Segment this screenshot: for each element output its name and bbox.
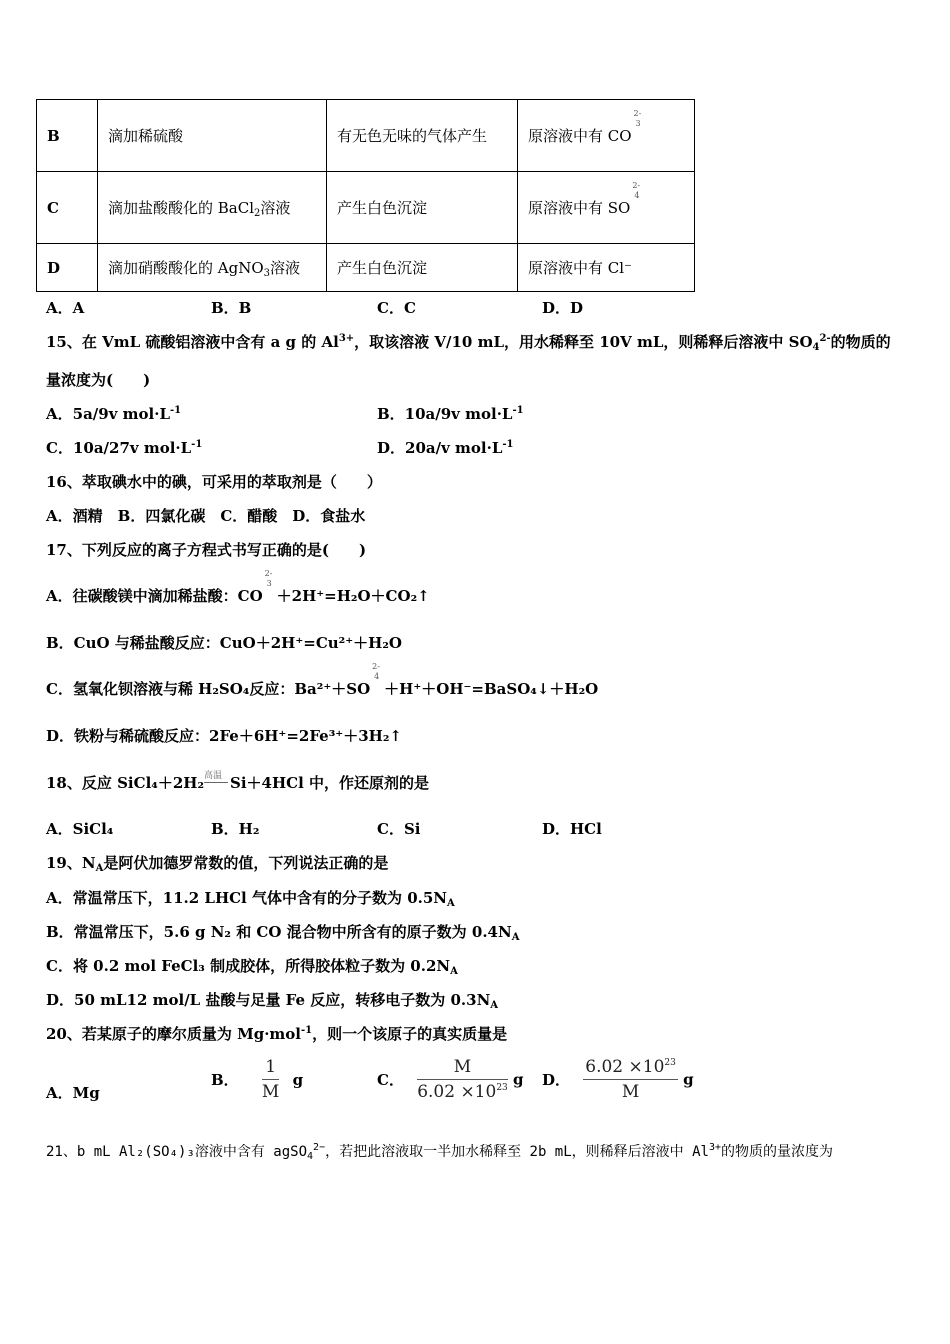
option-a: A．5a/9v $mol\cdot L^{-1}$ (46, 405, 182, 423)
phenomenon-cell: 产生白色沉淀 (327, 172, 518, 244)
option-b: B．H₂ (211, 820, 260, 838)
question-17-stem: 17、下列反应的离子方程式书写正确的是( ) (46, 541, 367, 559)
question-15-stem: 15、在 VmL 硫酸铝溶液中含有 a g 的 $Al^{3+}$，取该溶液 V/10 mL，用水稀释至 10V mL，则稀释后溶液中 $SO_4^{2-}$的物质的 (46, 333, 891, 353)
question-21-stem: 21、b mL Al₂(SO₄)₃溶液中含有 agSO$_4^{2-}$，若把此溶液取一半加水稀释至 2b mL，则稀释后溶液中 $Al^{3+}$的物质的量浓度为 (46, 1142, 833, 1162)
phenomenon-cell: 产生白色沉淀 (327, 244, 518, 292)
phenomenon-cell: 有无色无味的气体产生 (327, 100, 518, 172)
question-16-stem: 16、萃取碘水中的碘，可采用的萃取剂是（ ） (46, 473, 382, 491)
row-label: B (37, 100, 98, 172)
fraction: $\frac{6.02 \times 10^{23}}{M}$ (585, 1057, 676, 1102)
option-d: D． $\frac{6.02 \times 10^{23}}{M}$ g (542, 1057, 694, 1102)
option-d: D．20a/v $mol\cdot L^{-1}$ (377, 439, 514, 457)
option-c: C．氢氧化钡溶液与稀 H₂SO₄反应：Ba²⁺＋SO 2- 4 ＋H⁺＋OH⁻=BaSO₄↓＋H₂O (46, 662, 599, 698)
option-c: C． $\frac{M}{6.02 \times 10^{23}}$ g (377, 1057, 524, 1102)
question-18-stem: 18、反应 SiCl₄＋2H₂ 高温 Si＋4HCl 中，作还原剂的是 (46, 771, 430, 792)
option-c: C．将 0.2 mol FeCl₃ 制成胶体，所得胶体粒子数为 $0.2N_A$ (46, 957, 458, 977)
option-a: A．A (46, 299, 85, 317)
table-row (37, 244, 695, 292)
option-d: D．50 mL12 mol/L 盐酸与足量 Fe 反应，转移电子数为 $0.3N_A$ (46, 991, 499, 1011)
question-15-stem-cont: 量浓度为( ) (46, 371, 151, 389)
fraction: $\frac{1}{M}$ (261, 1057, 280, 1102)
option-c: C．10a/27v $mol\cdot L^{-1}$ (46, 439, 203, 457)
row-label: C (37, 172, 98, 244)
question-16-options: A．酒精 B．四氯化碳 C．醋酸 D．食盐水 (46, 507, 366, 525)
question-19-stem: 19、$N_A$是阿伏加德罗常数的值，下列说法正确的是 (46, 854, 389, 874)
option-a: A．往碳酸镁中滴加稀盐酸：CO 2- 3 ＋2H⁺=H₂O＋CO₂↑ (46, 569, 430, 605)
operation-cell: 滴加盐酸酸化的 BaCl$_2$溶液 (98, 172, 327, 244)
row-label: D (37, 244, 98, 292)
option-d: D．铁粉与稀硫酸反应：2Fe＋6H⁺=2Fe³⁺＋3H₂↑ (46, 727, 402, 745)
experiment-table (36, 99, 695, 292)
option-b: B．常温常压下，5.6 g N₂ 和 CO 混合物中所含有的原子数为 $0.4N_A$ (46, 923, 520, 943)
operation-cell: 滴加稀硫酸 (98, 100, 327, 172)
option-b: B． $\frac{1}{M}$ g (211, 1057, 304, 1102)
table-row (37, 172, 695, 244)
option-b: B．10a/9v $mol\cdot L^{-1}$ (377, 405, 524, 423)
option-a: A．SiCl₄ (46, 820, 114, 838)
option-c: C．Si (377, 820, 421, 838)
conclusion-cell: 原溶液中有 CO 2- 3 (518, 100, 695, 172)
option-d: D．D (542, 299, 584, 317)
option-b: B．B (211, 299, 252, 317)
conclusion-cell: 原溶液中有 SO 2- 4 (518, 172, 695, 244)
fraction: $\frac{M}{6.02 \times 10^{23}}$ (417, 1057, 508, 1102)
option-b: B．CuO 与稀盐酸反应：CuO＋2H⁺=Cu²⁺＋H₂O (46, 634, 402, 652)
table-row (37, 100, 695, 172)
question-20-stem: 20、若某原子的摩尔质量为 Mg·mol$^{-1}$，则一个该原子的真实质量是 (46, 1025, 508, 1043)
option-c: C．C (377, 299, 416, 317)
conclusion-cell: 原溶液中有 Cl⁻ (518, 244, 695, 292)
option-d: D．HCl (542, 820, 602, 838)
option-a: A．常温常压下，11.2 LHCl 气体中含有的分子数为 $0.5N_A$ (46, 889, 455, 909)
operation-cell: 滴加硝酸酸化的 AgNO$_3$溶液 (98, 244, 327, 292)
option-a: A．Mg (46, 1084, 100, 1102)
